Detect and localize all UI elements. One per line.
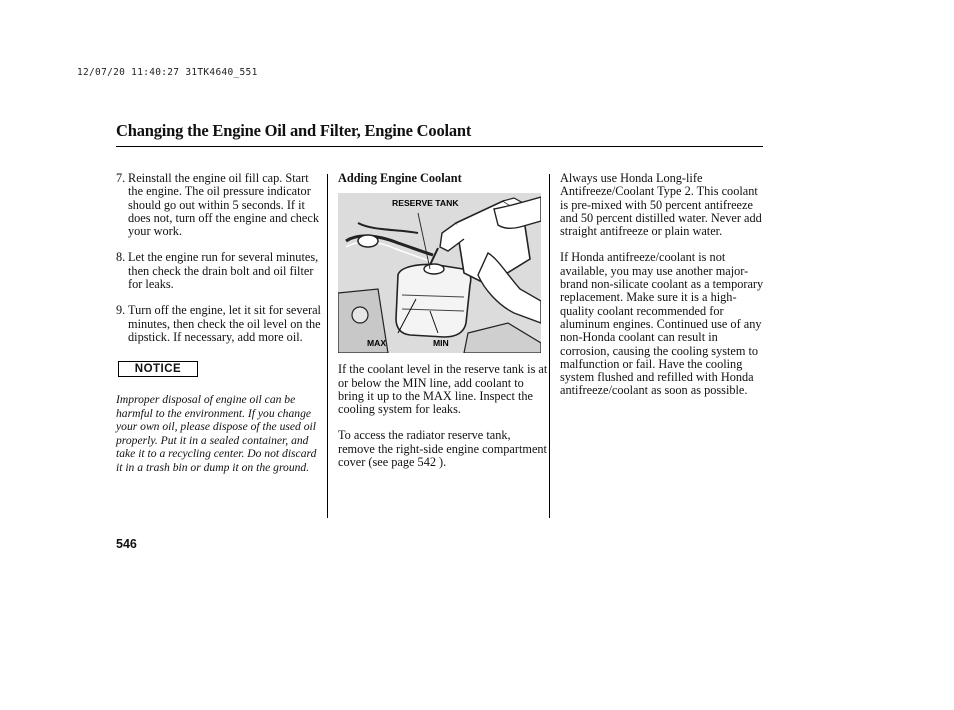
column-divider-1 [327, 174, 328, 518]
print-timestamp: 12/07/20 11:40:27 31TK4640_551 [77, 67, 258, 78]
max-label: MAX [367, 338, 387, 349]
engine-bay-drawing [338, 193, 541, 353]
step-7 [116, 172, 321, 238]
step-number: 8. [116, 250, 126, 265]
column-middle [338, 172, 548, 482]
coolant-level-paragraph: If the coolant level in the reserve tank is at or below the MIN line, add coolant to bring it up to the MAX line. Inspect the cooling system for leaks. [338, 362, 548, 417]
title-rule [116, 146, 763, 147]
step-text: Reinstall the engine oil fill cap. Start the engine. The oil pressure indicator should go out within 5 seconds. If it does not, turn off the engine and check your work. [128, 171, 319, 239]
page-title: Changing the Engine Oil and Filter, Engine Coolant [116, 121, 472, 140]
column-left [116, 172, 321, 474]
coolant-type-paragraph: Always use Honda Long-life Antifreeze/Coolant Type 2. This coolant is pre-mixed with 50 percent antifreeze and 50 percent distilled water. Never add straight antifreeze or plain water. [560, 171, 762, 239]
step-text: Turn off the engine, let it sit for several minutes, then check the oil level on the dipstick. If necessary, add more oil. [128, 303, 321, 344]
tank-access-paragraph: To access the radiator reserve tank, remove the right-side engine compartment cover (see page 542 ). [338, 428, 547, 470]
notice-text: Improper disposal of engine oil can be harmful to the environment. If you change your own oil, please dispose of the used oil properly. Put it in a sealed container, and take it to a recycling center. Do not discard it in a trash bin or dump it on the ground. [116, 393, 317, 474]
step-9 [116, 304, 321, 344]
notice-badge: NOTICE [118, 361, 198, 377]
column-right [560, 172, 766, 411]
step-8 [116, 251, 321, 291]
min-label: MIN [433, 338, 449, 349]
section-heading: Adding Engine Coolant [338, 171, 462, 185]
page-number: 546 [116, 537, 137, 551]
step-number: 9. [116, 303, 126, 318]
reserve-tank-label: RESERVE TANK [392, 198, 459, 209]
step-text: Let the engine run for several minutes, then check the drain bolt and oil filter for leaks. [128, 250, 319, 292]
column-divider-2 [549, 174, 550, 518]
alternative-coolant-paragraph: If Honda antifreeze/coolant is not available, you may use another major-brand non-silicate coolant as a temporary replacement. Make sure it is a high-quality coolant recommended for aluminum engines. Continued use of any non-Honda coolant can result in corrosion, causing the cooling system to malfunction or fail. Have the cooling system flushed and refilled with Honda antifreeze/coolant as soon as possible. [560, 250, 764, 398]
step-number: 7. [116, 171, 126, 185]
reserve-tank-illustration [338, 193, 541, 353]
